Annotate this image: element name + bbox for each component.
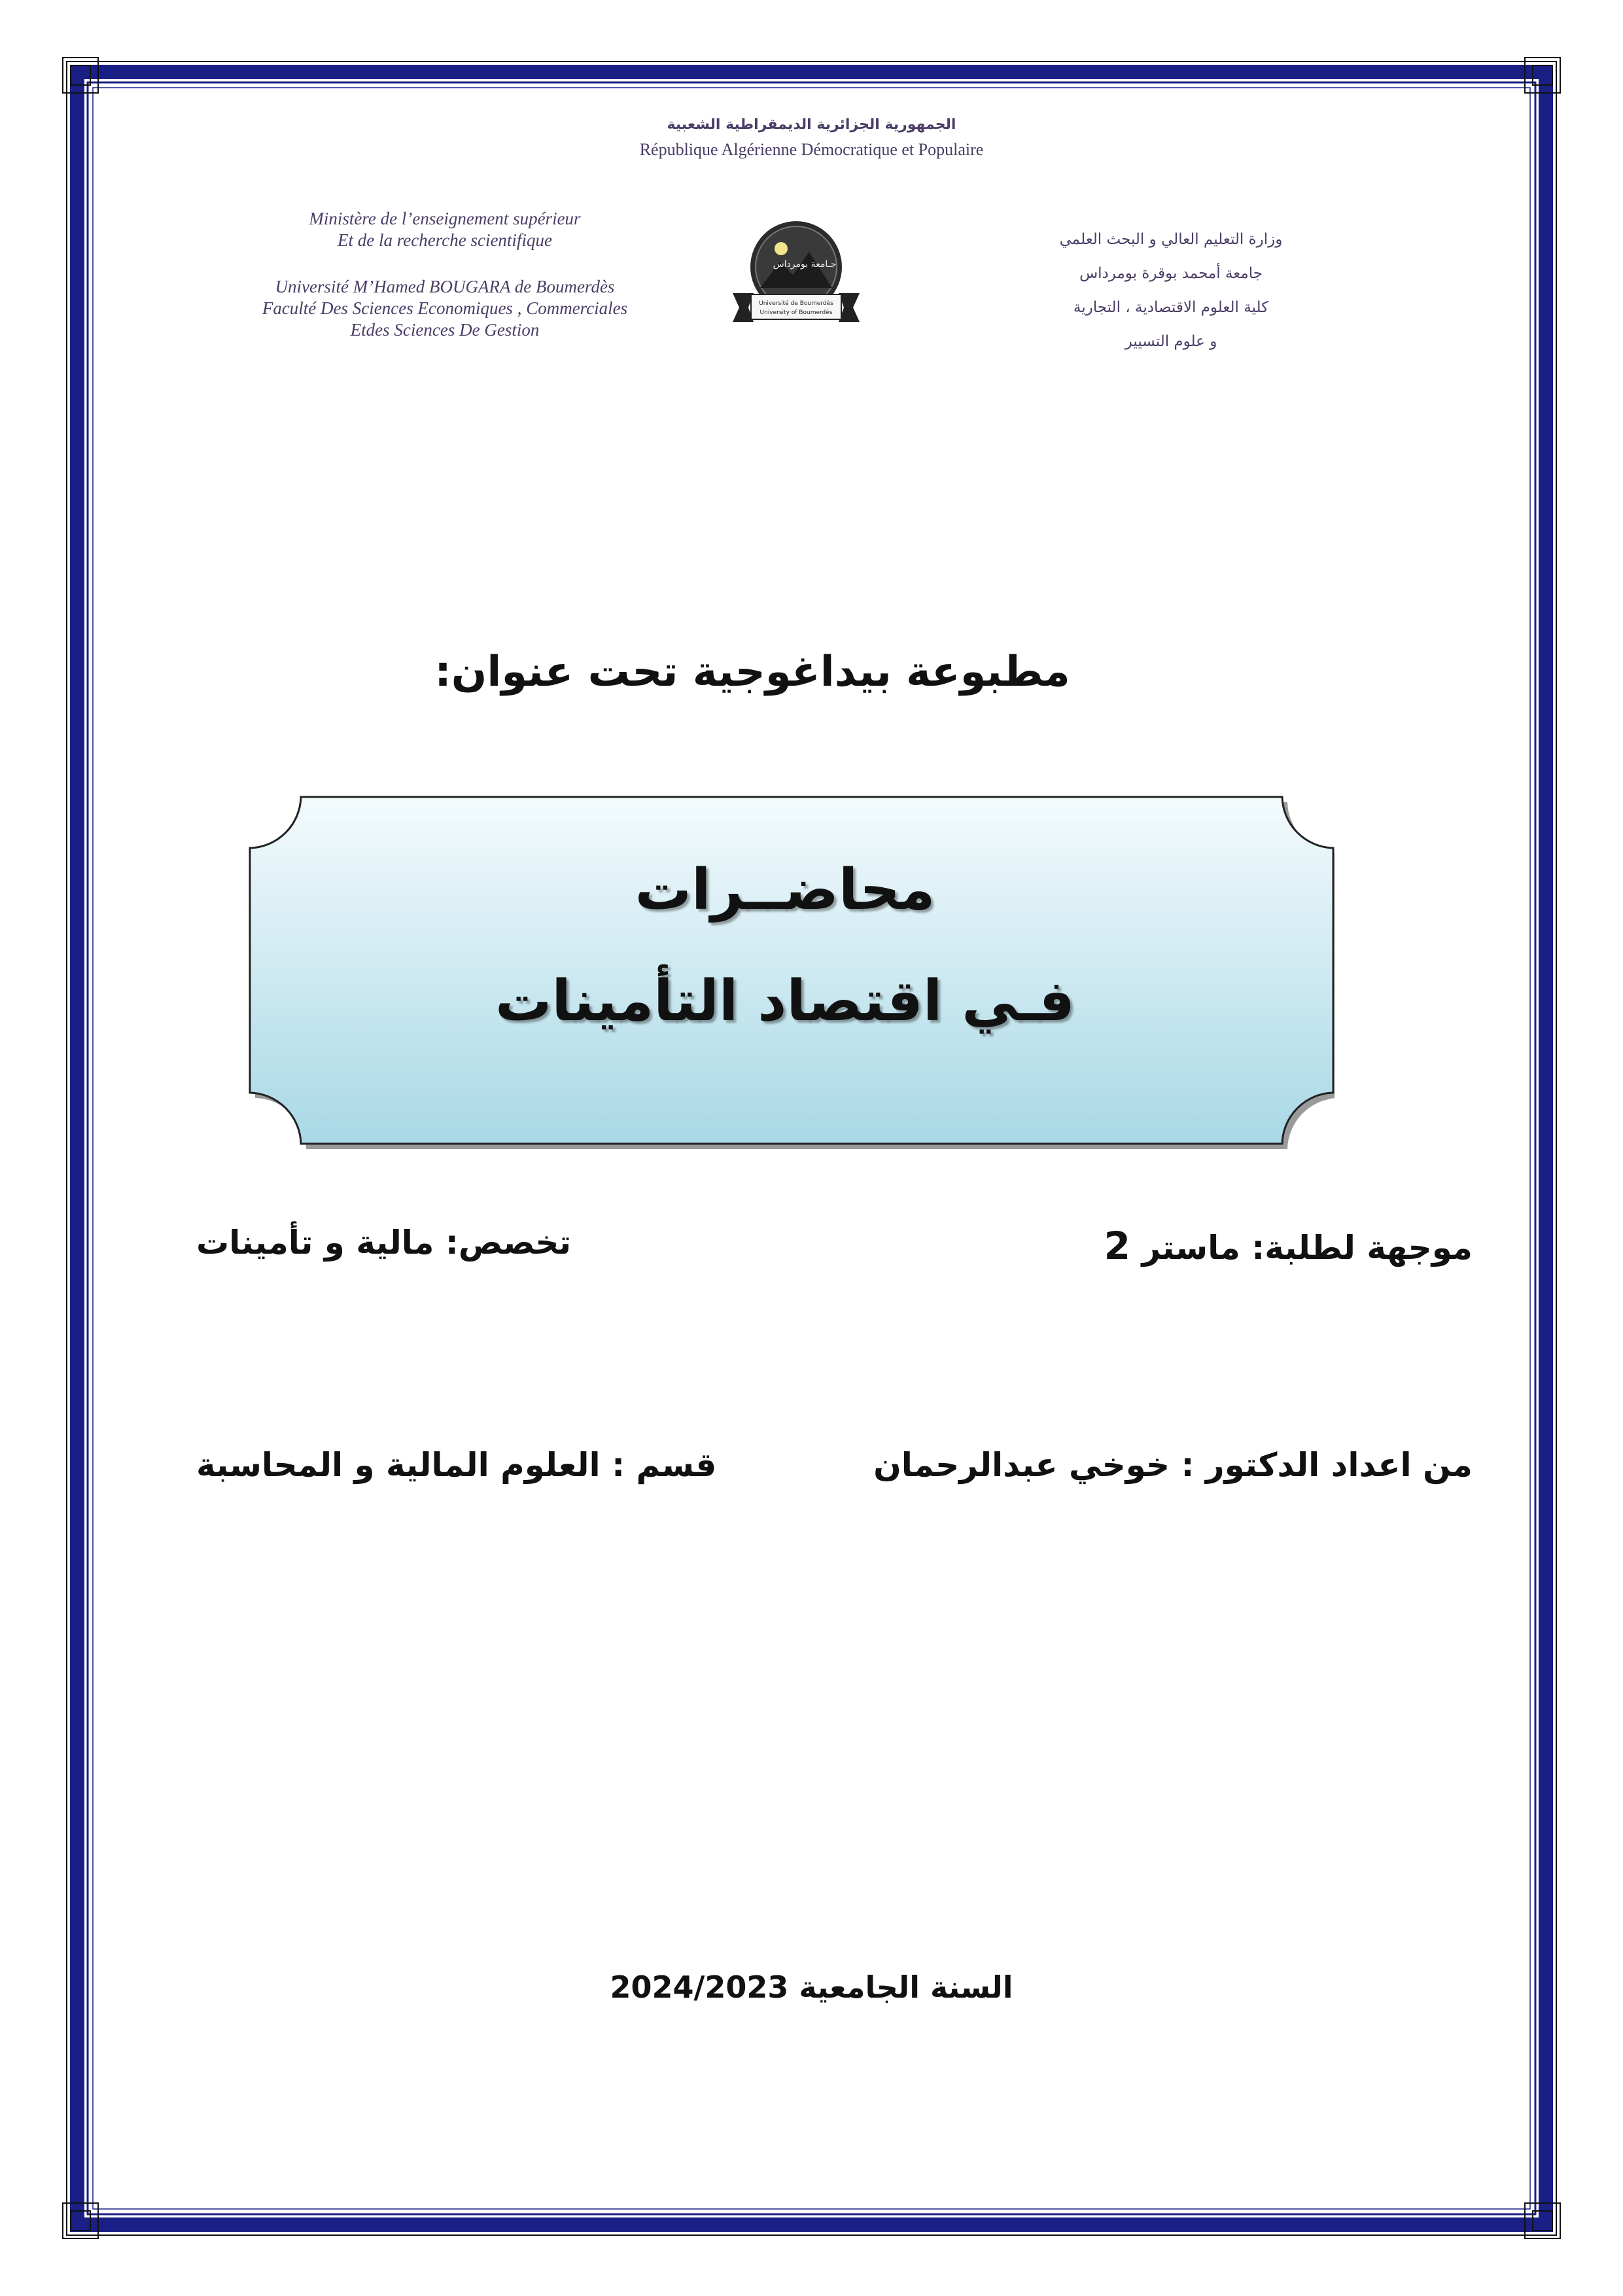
logo-caption-french: Université de Boumerdès xyxy=(759,300,833,307)
academic-year xyxy=(0,1969,1623,2005)
ministry-arabic: وزارة التعليم العالي و البحث العلمي xyxy=(1059,231,1283,248)
author-name: خوخي عبدالرحمان xyxy=(873,1446,1170,1484)
academic-year-label: السنة الجامعية xyxy=(799,1969,1013,2005)
ministry-line2: Et de la recherche scientifique xyxy=(338,230,552,250)
faculty-line2: Etdes Sciences De Gestion xyxy=(350,320,540,340)
department-line xyxy=(196,1446,716,1484)
logo-caption-english: University of Boumerdès xyxy=(759,309,833,316)
specialty-label: تخصص: xyxy=(445,1224,572,1262)
institution-arabic-block xyxy=(1021,222,1321,359)
logo-caption-arabic: جـامعة بومرداس xyxy=(773,259,837,270)
faculty-line1: Faculté Des Sciences Economiques , Commerciales xyxy=(262,298,628,318)
university-logo xyxy=(727,216,865,327)
audience-label: موجهة لطلبة: xyxy=(1251,1229,1473,1267)
author-label: من اعداد الدكتور : xyxy=(1181,1446,1473,1484)
specialty-value: مالية و تأمينات xyxy=(196,1224,434,1262)
author-line xyxy=(873,1446,1473,1484)
department-label: قسم : xyxy=(612,1446,717,1484)
specialty-line xyxy=(196,1224,571,1262)
audience-line xyxy=(1104,1224,1473,1268)
institution-french-block xyxy=(236,208,654,341)
university-name-french: Université M’Hamed BOUGARA de Boumerdès xyxy=(275,277,615,296)
faculty-arabic-line2: و علوم التسيير xyxy=(1125,333,1217,350)
audience-value: ماستر xyxy=(1142,1229,1240,1267)
title-line-2: فـي اقتصاد التأمينات xyxy=(495,968,1075,1034)
academic-year-value: 2024/2023 xyxy=(610,1969,789,2005)
ministry-line1: Ministère de l’enseignement supérieur xyxy=(309,209,581,228)
faculty-arabic-line1: كلية العلوم الاقتصادية ، التجارية xyxy=(1073,299,1269,316)
university-name-arabic: جامعة أمحمد بوقرة بومرداس xyxy=(1079,265,1263,282)
republic-name-arabic: الجمهورية الجزائرية الديمقراطية الشعبية xyxy=(667,116,956,133)
republic-name-french: République Algérienne Démocratique et Populaire xyxy=(639,140,984,159)
document-subtitle: مطبوعة بيداغوجية تحت عنوان: xyxy=(434,648,1070,696)
department-value: العلوم المالية و المحاسبة xyxy=(196,1446,601,1484)
title-line-1: محاضــرات xyxy=(635,857,935,923)
audience-level: 2 xyxy=(1104,1224,1131,1268)
